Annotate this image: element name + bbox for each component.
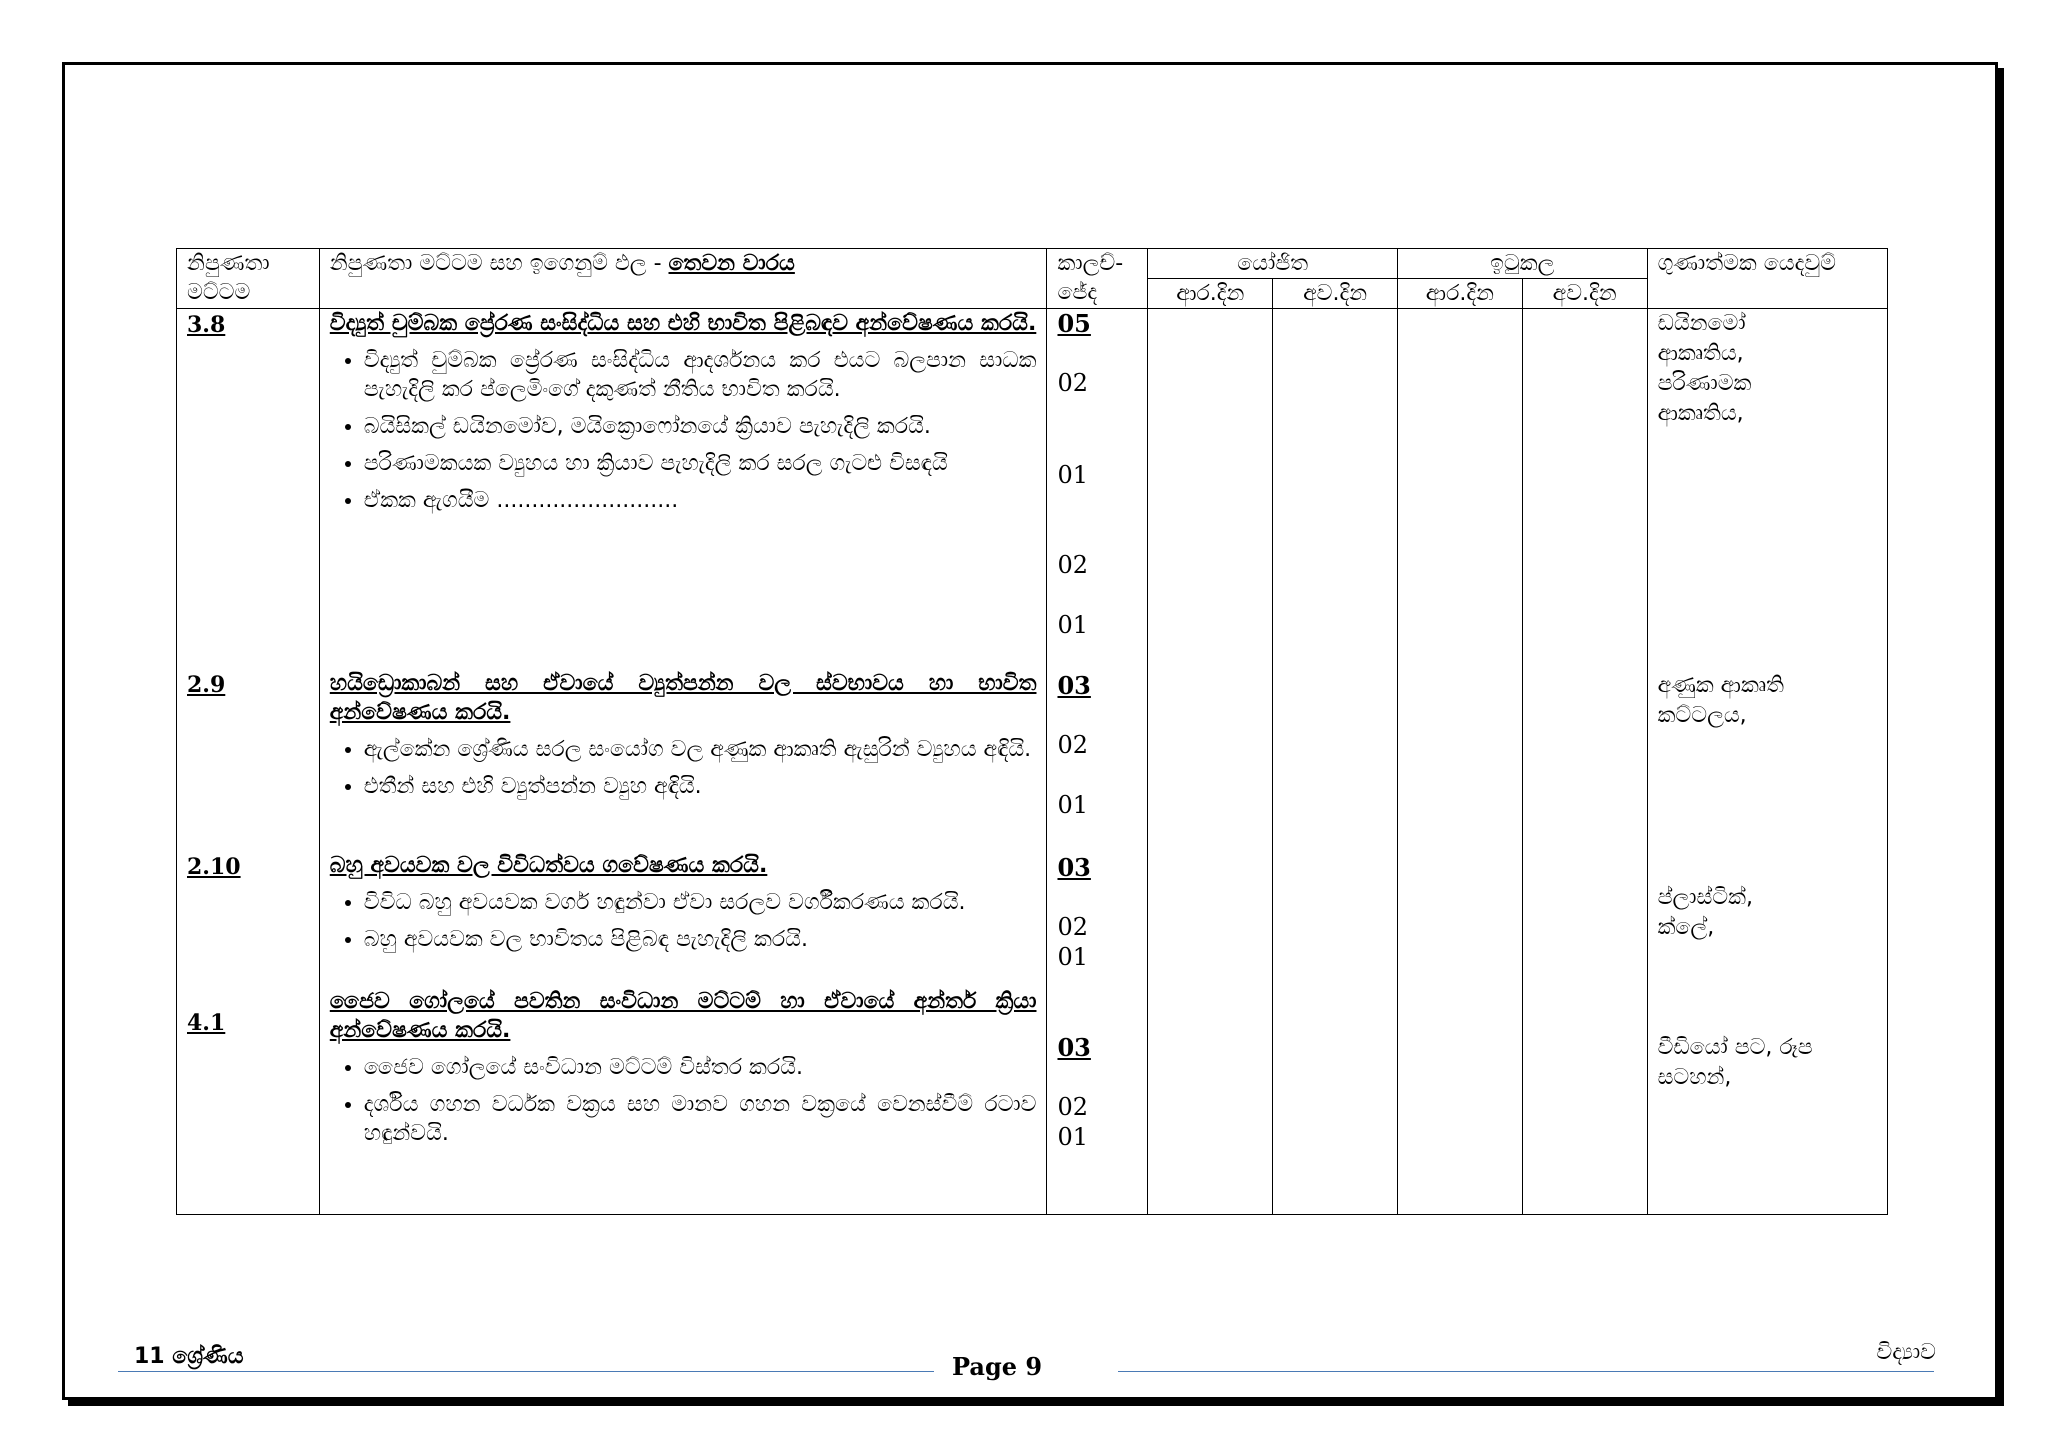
footer-grade: 11 ශ්‍රේණිය bbox=[134, 1344, 244, 1369]
outcome-list bbox=[330, 346, 1037, 515]
header-learning-outcomes bbox=[319, 249, 1047, 309]
footer-rule-right bbox=[1118, 1371, 1934, 1372]
levels-cell bbox=[177, 309, 320, 1215]
footer-rule-left bbox=[118, 1371, 934, 1372]
section-total-periods: 03 bbox=[1057, 1033, 1091, 1062]
header-actual-start: ආර.දින bbox=[1397, 279, 1522, 309]
lesson-plan-table bbox=[176, 248, 1888, 1215]
header-planned-end: අව.දින bbox=[1273, 279, 1398, 309]
section-title: හයිඩ්‍රොකාබන් සහ ඒවායේ ව්‍යුත්පන්න වල ස්වභාවය හා භාවිත අන්වේෂණය කරයි. bbox=[329, 671, 1037, 725]
header-planned: යෝජිත bbox=[1148, 249, 1398, 279]
content-row bbox=[177, 309, 1888, 1215]
section-resources: වීඩියෝ පට, රූප සටහන්, bbox=[1657, 1035, 1813, 1090]
list-item: • ඇල්කේන ශ්‍රේණිය සරල සංයෝග වල අණුක ආකෘති ඇසුරින් ව්‍යුහය අඳියි. bbox=[364, 735, 1037, 764]
list-item: • ජෛව ගෝලයේ සංවිධාන මට්ටම් විස්තර කරයි. bbox=[364, 1053, 1037, 1082]
list-item: • විවිධ බහු අවයවක වර්ග හඳුන්වා ඒවා සරලව වර්ගීකරණය කරයි. bbox=[364, 888, 1037, 917]
header-actual: ඉටුකල bbox=[1397, 249, 1647, 279]
list-item: • ඒකක ඇගයීම .......................... bbox=[364, 486, 1037, 515]
outcome-periods: 02 bbox=[1057, 1093, 1089, 1121]
header-periods: කාලච්-ජේද bbox=[1047, 249, 1148, 309]
outcome-periods: 02 bbox=[1057, 369, 1089, 397]
outcome-periods: 01 bbox=[1057, 791, 1089, 819]
section-total-periods: 05 bbox=[1057, 309, 1091, 338]
outcome-periods: 01 bbox=[1057, 611, 1089, 639]
header-planned-start: ආර.දින bbox=[1148, 279, 1273, 309]
outcome-periods: 01 bbox=[1057, 1123, 1089, 1151]
list-item: • එතීන් සහ එහි ව්‍යුත්පන්න ව්‍යුහ අඳියි. bbox=[364, 772, 1037, 801]
outcome-periods: 01 bbox=[1057, 943, 1089, 971]
resources-cell bbox=[1647, 309, 1887, 1215]
outcome-list bbox=[330, 888, 1037, 954]
section-title: විද්‍යුත් චුම්බක ප්‍රේරණ සංසිද්ධිය සහ එහි භාවිත පිළිබඳව අන්වේෂණය කරයි. bbox=[329, 311, 1037, 336]
planned-end-cell bbox=[1273, 309, 1398, 1215]
section-block bbox=[330, 851, 1037, 962]
outcome-periods: 02 bbox=[1057, 551, 1089, 579]
level-number: 3.8 bbox=[187, 312, 226, 338]
list-item: • බයිසිකල් ඩයිනමෝව, මයික්‍රොෆෝනයේ ක්‍රියාව පැහැදිලි කරයි. bbox=[364, 412, 1037, 441]
section-resources: අණුක ආකෘති කට්ටලය, bbox=[1657, 673, 1784, 728]
section-title: බහු අවයවක වල විවිධත්වය ගවේෂණය කරයි. bbox=[329, 853, 768, 878]
outcome-periods: 02 bbox=[1057, 731, 1089, 759]
list-item: • දර්ශිය ගහන වර්ධක වක්‍රය සහ මානව ගහන වක්‍රයේ වෙනස්වීම් රටාව හඳුන්වයි. bbox=[364, 1090, 1037, 1148]
periods-cell bbox=[1047, 309, 1148, 1215]
section-total-periods: 03 bbox=[1057, 853, 1091, 882]
header-term: තෙවන වාරය bbox=[668, 251, 795, 276]
footer-page-number: Page 9 bbox=[952, 1352, 1043, 1381]
header-actual-end: අව.දින bbox=[1522, 279, 1647, 309]
outcome-periods: 01 bbox=[1057, 461, 1089, 489]
level-number: 2.10 bbox=[187, 854, 241, 880]
actual-end-cell bbox=[1522, 309, 1647, 1215]
list-item: • පරිණාමකයක ව්‍යුහය හා ක්‍රියාව පැහැදිලි කර සරල ගැටළු විසඳයි bbox=[364, 449, 1037, 478]
outcome-periods: 02 bbox=[1057, 913, 1089, 941]
header-row-1 bbox=[177, 249, 1888, 279]
section-block bbox=[330, 669, 1037, 809]
footer-subject: විද්‍යාව bbox=[1876, 1340, 1936, 1365]
outcomes-cell bbox=[319, 309, 1047, 1215]
list-item: • විද්‍යුත් චුම්බක ප්‍රේරණ සංසිද්ධිය ආදර්ශනය කර එයට බලපාන සාධක පැහැදිලි කර ප්ලෙමිංගේ දකුණත් නීතිය භාවිත කරයි. bbox=[364, 346, 1037, 404]
header-quality-inputs: ගුණාත්මක යෙදවුම් bbox=[1647, 249, 1887, 309]
planned-start-cell bbox=[1148, 309, 1273, 1215]
outcome-list bbox=[330, 1053, 1037, 1148]
list-item: • බහු අවයවක වල භාවිතය පිළිබඳ පැහැදිලි කරයි. bbox=[364, 925, 1037, 954]
header-outcomes-prefix: නිපුණතා මට්ටම සහ ඉගෙනුම් ඵල - bbox=[329, 251, 669, 276]
section-title: ජෛව ගෝලයේ පවතින සංවිධාන මට්ටම් හා ඒවායේ අන්තර් ක්‍රියා අන්වේෂණය කරයි. bbox=[329, 989, 1037, 1043]
outcome-list bbox=[330, 735, 1037, 801]
section-block bbox=[330, 987, 1037, 1156]
section-resources: ඩයිනමෝ ආකෘතිය, පරිණාමක ආකෘතිය, bbox=[1657, 311, 1752, 426]
level-number: 2.9 bbox=[187, 672, 226, 698]
actual-start-cell bbox=[1397, 309, 1522, 1215]
section-total-periods: 03 bbox=[1057, 671, 1091, 700]
header-competency-level: නිපුණතා මට්ටම bbox=[177, 249, 320, 309]
section-block bbox=[330, 309, 1037, 523]
section-resources: ප්ලාස්ටික්, ක්ලේ, bbox=[1657, 885, 1753, 940]
level-number: 4.1 bbox=[187, 1010, 226, 1036]
